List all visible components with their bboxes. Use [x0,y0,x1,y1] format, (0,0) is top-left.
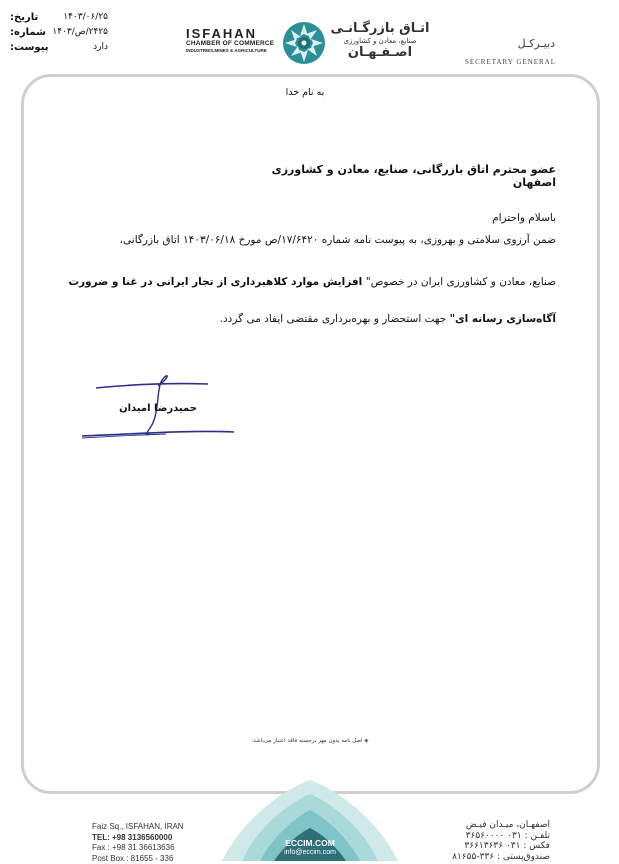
phone-fa: تلفـن : ۰۳۱ ۳۶۵۶۰۰۰۰ [420,831,550,842]
body-line-3 [200,313,556,325]
phone-en: TEL: +98 3136560000 [92,833,202,844]
body-line-3-normal: جهت استحضار و بهره‌برداری مقتضی ایفاد می گردد. [220,313,450,325]
footer-contact-en [92,822,202,864]
secretary-general-fa: دبیـرکـل [470,37,555,50]
address-fa: اصفهـان، میـدان فیـض [420,820,550,831]
stamp-bullet-icon: ◈ [364,738,368,744]
email-link[interactable]: info@eccim.com [262,848,358,857]
meta-number: شماره: ۲۴۲۵/ص/۱۴۰۳ [10,25,108,40]
website-link[interactable]: ECCIM.COM [262,838,358,848]
address-en: Faiz Sq., ISFAHAN, IRAN [92,822,202,833]
letter-meta [10,10,108,55]
logo-persian-text: اتـاق بازرگـانـی صنایع، معادن و کشاورزی اصـفـهـان [330,22,430,60]
addressee: عضو محترم اتاق بازرگانی، صنایع، معادن و کشاورزی اصفهان [240,163,556,189]
footer-contact-fa [420,820,550,862]
chamber-emblem-icon [281,20,327,66]
meta-date: تاریخ: ۱۴۰۳/۰۶/۲۵ [10,10,108,25]
meta-attachment: پیوست: دارد [10,40,108,55]
postbox-en: Post Box : 81655 - 336 [92,854,202,864]
secretary-general-en: SECRETARY GENERAL [462,58,556,66]
signatory-name: حمیدرضا امیدان [110,403,206,414]
fax-en: Fax : +98 31 36613636 [92,843,202,854]
body-line-2 [58,276,556,288]
greeting: باسلام واحترام [400,212,556,224]
postbox-fa: صندوق‌پستی : ۳۳۶-۸۱۶۵۵ [420,852,550,863]
fax-fa: فکس : ۰۳۱ ۳۶۶۱۳۶۳۶ [420,841,550,852]
body-line-2-bold: افزایش موارد کلاهبرداری از تجار ایرانی در غنا و ضرورت [68,276,365,288]
website-block [262,838,358,857]
body-line-1: ضمن آرزوی سلامتی و بهروزی، به پیوست نامه شماره ۱۷/۶۴۲۰/ص مورخ ۱۴۰۳/۰۶/۱۸ اتاق بازرگانی، [58,234,556,246]
logo-english-text: ISFAHAN CHAMBER OF COMMERCE INDUSTRIES,MINES & AGRICULTURE [186,27,281,54]
stamp-validity-note: ◈ اصل نامه بدون مهر برجسته فاقد اعتبار می‌باشد. [235,738,385,744]
body-line-2-normal: صنایع، معادن و کشاورزی ایران در خصوص" [366,276,556,288]
bismillah: به نام خدا [265,87,345,98]
body-line-3-bold: آگاه‌سازی رسانه ای" [450,313,556,325]
